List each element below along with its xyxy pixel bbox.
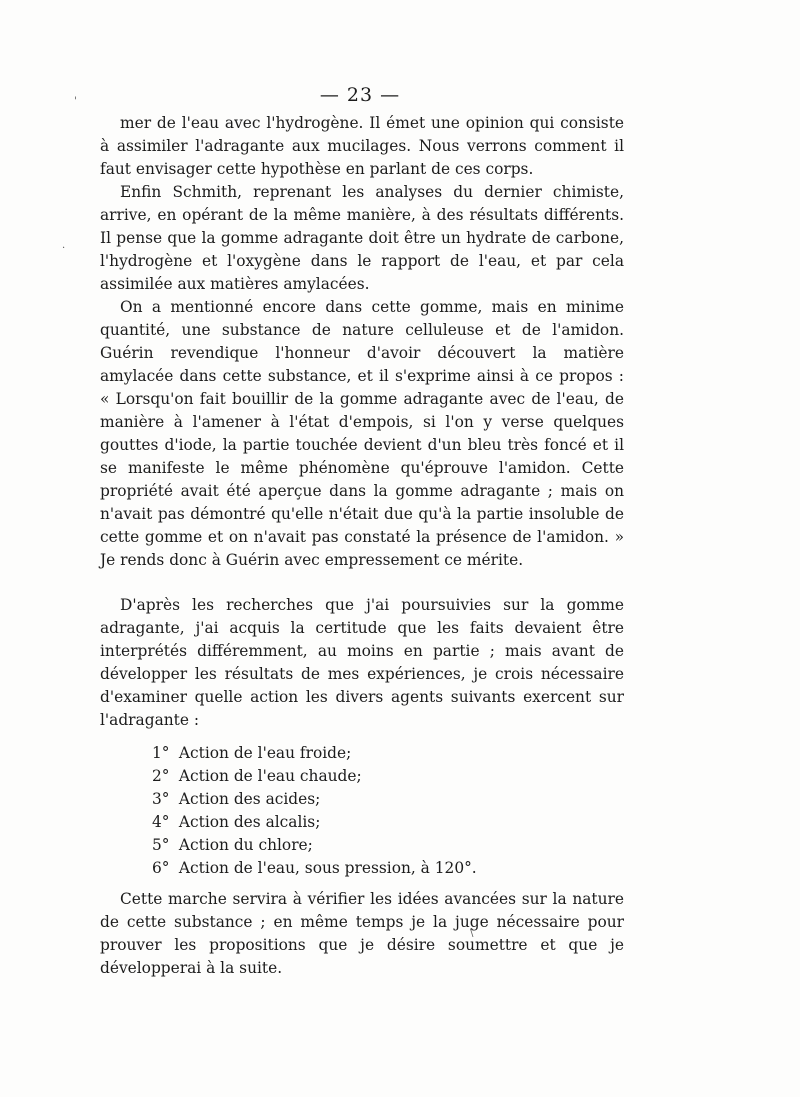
paper-speck: \ (470, 928, 474, 939)
action-list (100, 742, 624, 880)
list-item-text: Action de l'eau chaude; (178, 767, 362, 785)
paragraph-1: mer de l'eau avec l'hydrogène. Il émet une opinion qui consiste à assimiler l'adragante aux mucilages. Nous verrons comment il faut envisager cette hypothèse en parlant de ces corps. (100, 114, 624, 178)
list-item-text: Action du chlore; (178, 836, 313, 854)
paragraph-2: Enfin Schmith, reprenant les analyses du dernier chimiste, arrive, en opérant de la même manière, à des résultats différents. Il pense que la gomme adragante doit être un hydrate de carbone, l'hydrogène et l'oxygène dans le rapport de l'eau, et par cela assimilée aux matières amylacées. (100, 183, 624, 293)
list-item-number: 1° (152, 744, 170, 762)
list-item-number: 5° (152, 836, 170, 854)
page-body (100, 112, 624, 980)
list-item-number: 6° (152, 859, 170, 877)
paper-speck: . (62, 240, 66, 251)
list-item-number: 2° (152, 767, 170, 785)
list-item (152, 788, 624, 811)
list-item (152, 834, 624, 857)
page-number: — 23 — (319, 84, 401, 106)
list-item (152, 742, 624, 765)
list-item (152, 811, 624, 834)
list-item-text: Action de l'eau, sous pression, à 120°. (178, 859, 477, 877)
list-item-text: Action des acides; (178, 790, 321, 808)
closing-paragraph: Cette marche servira à vérifier les idées avancées sur la nature de cette substance ; en même temps je la juge nécessaire pour prouver les propositions que je désire soumettre et que je développerai à la suite. (100, 890, 624, 977)
paragraph-3: On a mentionné encore dans cette gomme, mais en minime quantité, une substance de nature celluleuse et de l'amidon. Guérin revendique l'honneur d'avoir découvert la matière amylacée dans cette substance, et il s'exprime ainsi à ce propos : « Lorsqu'on fait bouillir de la gomme adragante avec de l'eau, de manière à l'amener à l'état d'empois, si l'on y verse quelques gouttes d'iode, la partie touchée devient d'un bleu très foncé et il se manifeste le même phénomène qu'éprouve l'amidon. Cette propriété avait été aperçue dans la gomme adragante ; mais on n'avait pas démontré qu'elle n'était due qu'à la partie insoluble de cette gomme et on n'avait pas constaté la présence de l'amidon. » Je rends donc à Guérin avec empressement ce mérite. (100, 298, 624, 569)
list-item-number: 4° (152, 813, 170, 831)
list-item-text: Action des alcalis; (178, 813, 321, 831)
paragraph-4: D'après les recherches que j'ai poursuivies sur la gomme adragante, j'ai acquis la certitude que les faits devaient être interprétés différemment, au moins en partie ; mais avant de développer les résultats de mes expériences, je crois nécessaire d'examiner quelle action les divers agents suivants exercent sur l'adragante : (100, 596, 624, 729)
list-item-number: 3° (152, 790, 170, 808)
list-item (152, 857, 624, 880)
list-item (152, 765, 624, 788)
list-item-text: Action de l'eau froide; (178, 744, 352, 762)
paper-speck: ' (74, 96, 77, 107)
